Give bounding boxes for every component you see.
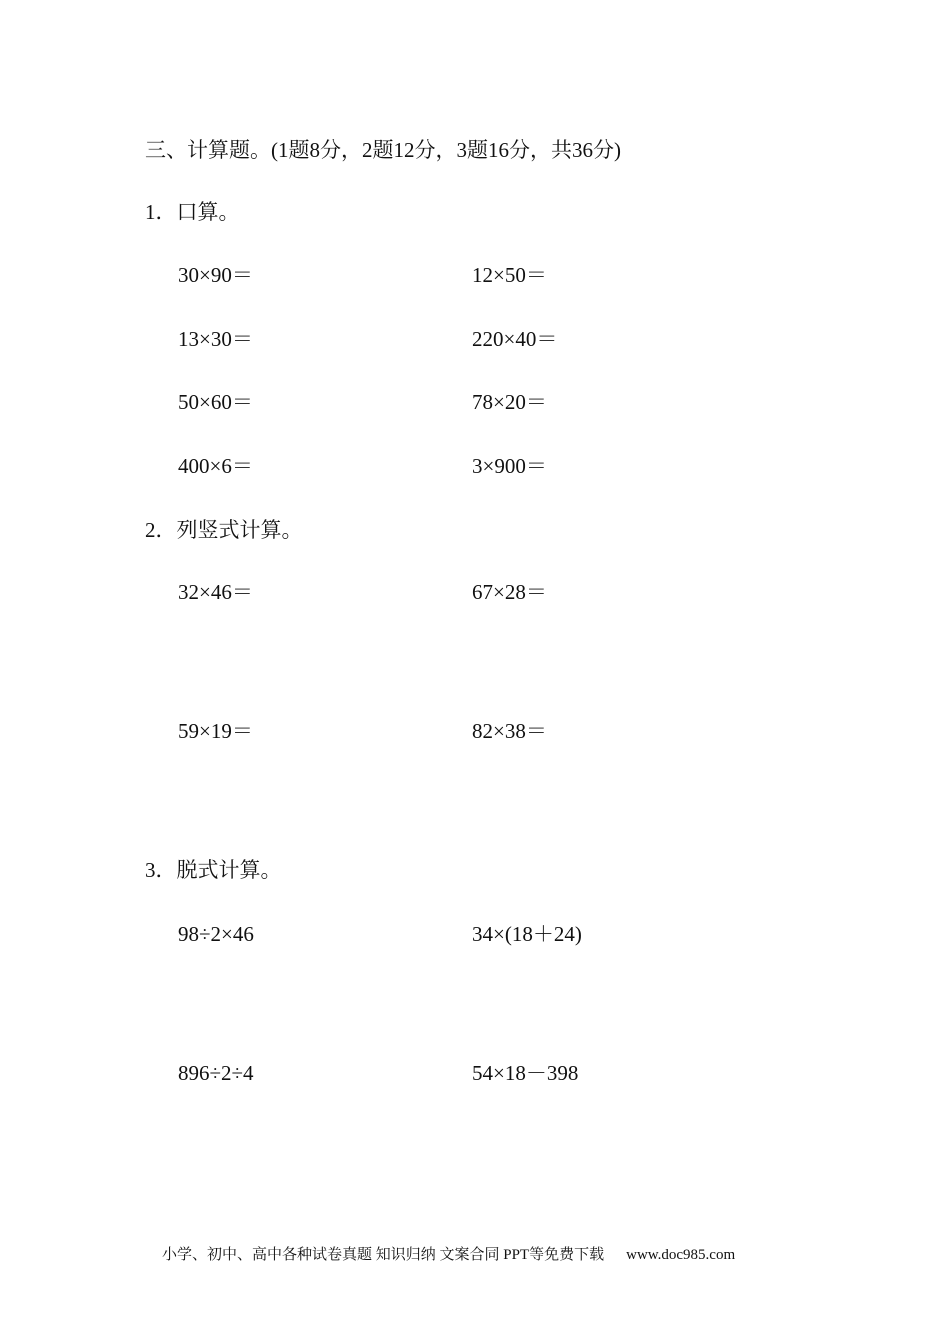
- footer: [162, 1245, 735, 1265]
- question-3-title: 3．脱式计算。: [145, 858, 282, 882]
- problem: 98÷2×46: [178, 922, 254, 946]
- problem: 32×46＝: [178, 580, 253, 604]
- problem: 34×(18＋24): [472, 922, 582, 946]
- footer-url[interactable]: www.doc985.com: [626, 1247, 736, 1263]
- problem: 220×40＝: [472, 327, 558, 351]
- problem: 50×60＝: [178, 390, 253, 414]
- problem: 3×900＝: [472, 454, 547, 478]
- problem: 78×20＝: [472, 390, 547, 414]
- question-1-title: 1．口算。: [145, 200, 240, 224]
- problem: 30×90＝: [178, 263, 253, 287]
- problem: 13×30＝: [178, 327, 253, 351]
- problem: 12×50＝: [472, 263, 547, 287]
- problem: 67×28＝: [472, 580, 547, 604]
- section-title: 三、计算题。(1题8分，2题12分，3题16分，共36分): [145, 138, 621, 162]
- footer-text: 小学、初中、高中各种试卷真题 知识归纳 文案合同 PPT等免费下载: [162, 1247, 605, 1263]
- problem: 896÷2÷4: [178, 1061, 254, 1085]
- problem: 400×6＝: [178, 454, 253, 478]
- problem: 59×19＝: [178, 719, 253, 743]
- problem: 82×38＝: [472, 719, 547, 743]
- question-2-title: 2．列竖式计算。: [145, 518, 303, 542]
- problem: 54×18－398: [472, 1061, 579, 1085]
